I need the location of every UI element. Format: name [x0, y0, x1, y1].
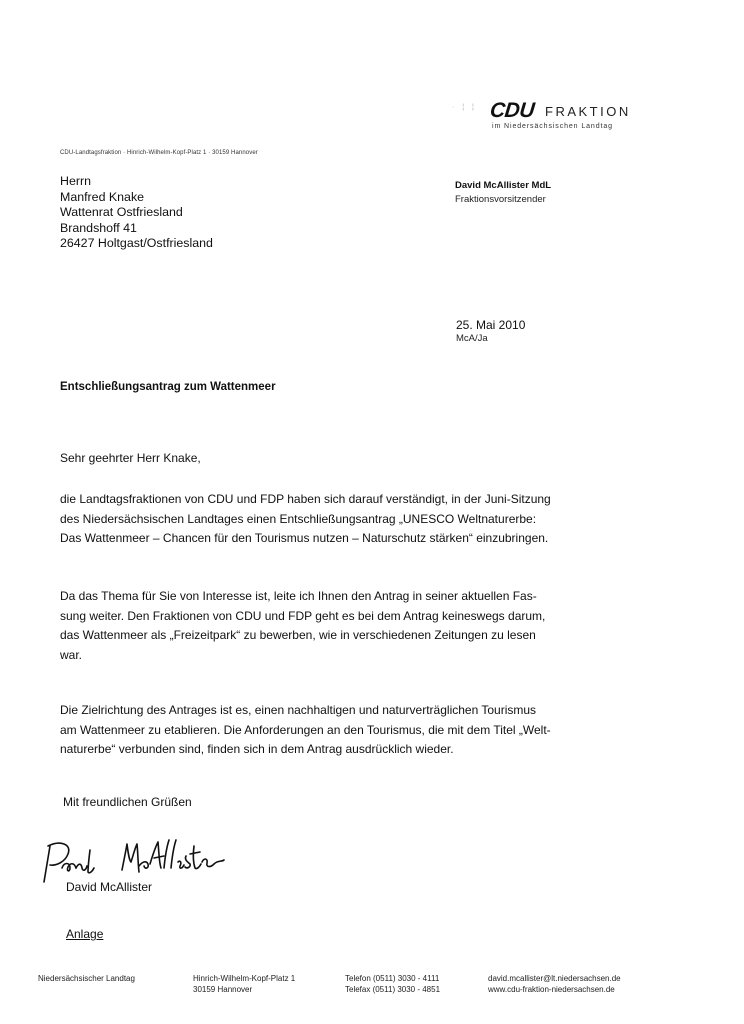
subject-line: Entschließungsantrag zum Wattenmeer: [60, 381, 276, 393]
salutation: Sehr geehrter Herr Knake,: [60, 451, 201, 465]
footer-address-line: Hinrich-Wilhelm-Kopf-Platz 1: [193, 974, 296, 983]
paragraph-line: Da das Thema für Sie von Interesse ist, leite ich Ihnen den Antrag in seiner aktuellen Fas-: [60, 589, 537, 603]
closing-phrase: Mit freundlichen Grüßen: [63, 795, 192, 809]
footer-telephone: Telefon (0511) 3030 - 4111: [345, 974, 440, 983]
recipient-address: [60, 174, 213, 252]
body-paragraph: [60, 587, 545, 665]
paragraph-line: sung weiter. Den Fraktionen von CDU und FDP geht es bei dem Antrag keineswegs darum,: [60, 608, 546, 623]
reference-code: McA/Ja: [456, 333, 488, 344]
paragraph-line: Die Zielrichtung des Antrages ist es, einen nachhaltigen und naturverträglichen Tourismus: [60, 703, 537, 717]
paragraph-line: naturerbe“ verbunden sind, finden sich in dem Antrag ausdrücklich wieder.: [60, 742, 454, 756]
sender-role: Fraktionsvorsitzender: [455, 194, 546, 205]
footer-address-line: 30159 Hannover: [193, 985, 253, 994]
paragraph-line: des Niedersächsischen Landtages einen Entschließungsantrag „UNESCO Weltnaturerbe:: [60, 511, 537, 526]
logo-fraktion-text: FRAKTION: [545, 104, 631, 119]
footer-contact: [488, 973, 621, 995]
footer-org: [38, 973, 135, 984]
enclosure-label: Anlage: [66, 927, 104, 941]
paragraph-line: die Landtagsfraktionen von CDU und FDP haben sich darauf verständigt, in der Juni-Sitzung: [60, 492, 551, 506]
recipient-line: Brandshoff 41: [60, 220, 137, 235]
paragraph-line: das Wattenmeer als „Freizeitpark“ zu bewerben, wie in verschiedenen Zeitungen zu lesen: [60, 628, 536, 642]
footer-org-name: Niedersächsischer Landtag: [38, 974, 135, 983]
footer-email: david.mcallister@lt.niedersachsen.de: [488, 974, 621, 983]
footer-telefax: Telefax (0511) 3030 - 4851: [345, 985, 441, 994]
footer-phone: [345, 973, 440, 995]
handwritten-signature: [38, 832, 228, 887]
letter-date: 25. Mai 2010: [456, 318, 526, 332]
paragraph-line: am Wattenmeer zu etablieren. Die Anforderungen an den Tourismus, die mit dem Titel „Welt-: [60, 722, 551, 737]
recipient-line: Wattenrat Ostfriesland: [60, 205, 183, 219]
body-paragraph: [60, 490, 551, 549]
body-paragraph: [60, 701, 551, 760]
recipient-line: Manfred Knake: [60, 189, 145, 204]
paragraph-line: war.: [60, 647, 83, 662]
recipient-line: 26427 Holtgast/Ostfriesland: [60, 236, 213, 250]
return-address: CDU-Landtagsfraktion · Hinrich-Wilhelm-Kopf-Platz 1 · 30159 Hannover: [60, 150, 258, 156]
logo-decoration: · ¦ ¦: [452, 104, 477, 111]
footer-website: www.cdu-fraktion-niedersachsen.de: [488, 985, 615, 994]
sender-name: David McAllister MdL: [455, 180, 552, 191]
recipient-line: Herrn: [60, 174, 91, 188]
logo-subline: im Niedersächsischen Landtag: [492, 123, 613, 130]
signer-name: David McAllister: [66, 880, 153, 894]
paragraph-line: Das Wattenmeer – Chancen für den Tourismus nutzen – Naturschutz stärken“ einzubringen.: [60, 531, 549, 545]
cdu-logo: CDU: [488, 99, 536, 122]
footer-address: [193, 973, 295, 995]
